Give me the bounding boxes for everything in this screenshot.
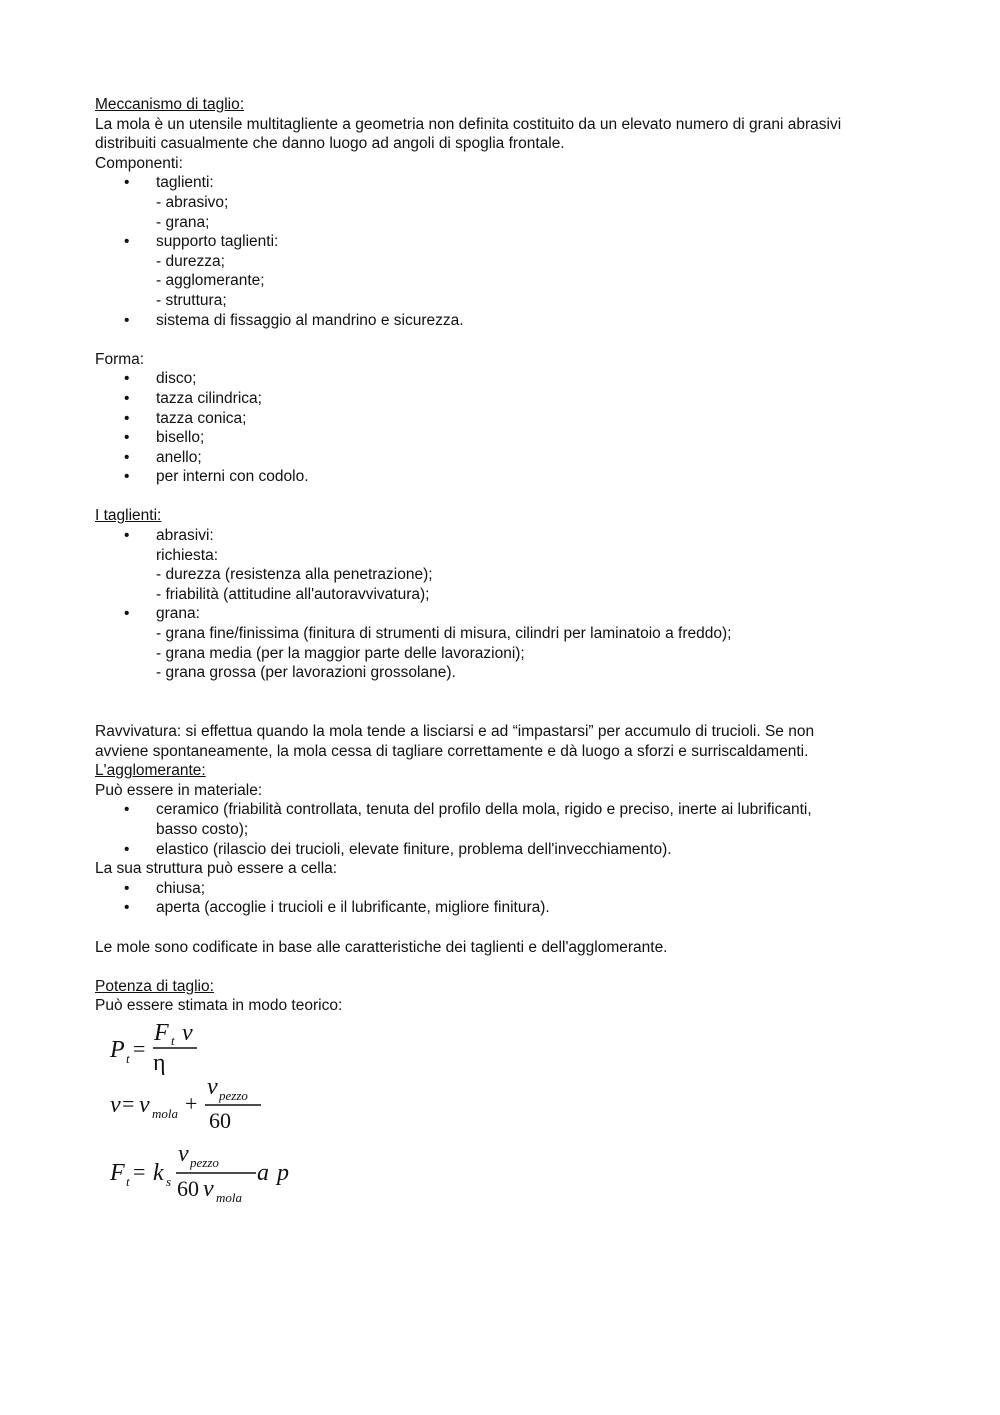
math-symbol: P [110, 1036, 125, 1063]
bullet-glyph: • [124, 899, 130, 917]
bullet-glyph: • [124, 840, 130, 858]
paragraph-line: distribuiti casualmente che danno luogo ad angoli di spoglia frontale. [95, 135, 565, 153]
list-item: • abrasivi: [124, 527, 214, 545]
paragraph-line: La mola è un utensile multitagliente a geometria non definita costituito da un elevato numero di grani abrasivi [95, 115, 842, 133]
math-symbol: p [277, 1159, 289, 1186]
math-subscript: t [171, 1032, 175, 1048]
math-subscript: mola [216, 1189, 242, 1205]
math-symbol: F [154, 1019, 169, 1046]
label-forma: Forma: [95, 350, 145, 368]
spacer [95, 702, 925, 722]
list-item: • sistema di fissaggio al mandrino e sicurezza. [124, 311, 464, 329]
math-symbol: v [182, 1019, 193, 1046]
list-item: • elastico (rilascio dei trucioli, elevate finiture, problema dell'invecchiamento). [124, 840, 672, 858]
bullet-glyph: • [124, 233, 130, 251]
math-operator: = [133, 1158, 146, 1184]
list-item: • tazza cilindrica; [124, 389, 262, 407]
bullet-glyph: • [124, 370, 130, 388]
sub-item: richiesta: [156, 546, 219, 564]
sub-item: - grana; [156, 213, 210, 231]
math-symbol: k [153, 1159, 164, 1186]
formula-block [95, 1018, 925, 1218]
formula-force [109, 1141, 289, 1205]
sub-item: - durezza (resistenza alla penetrazione); [156, 566, 433, 584]
bullet-glyph: • [124, 409, 130, 427]
heading-potenza: Potenza di taglio: [95, 977, 214, 995]
math-subscript: s [166, 1173, 172, 1189]
math-subscript: pezzo [219, 1087, 248, 1103]
math-symbol: v [110, 1091, 121, 1118]
math-subscript: pezzo [190, 1154, 219, 1170]
math-subscript: t [126, 1050, 130, 1066]
math-symbol: a [257, 1159, 269, 1186]
list-item: • ceramico (friabilità controllata, tenuta del profilo della mola, rigido e preciso, inerte ai lubrificanti, [124, 801, 812, 819]
sub-item: - grana grossa (per lavorazioni grossolane). [156, 664, 456, 682]
list-item: • anello; [124, 448, 202, 466]
math-operator: + [185, 1090, 198, 1116]
formula-speed [110, 1074, 261, 1133]
bullet-glyph: • [124, 605, 130, 623]
paragraph-line: La sua struttura può essere a cella: [95, 860, 338, 878]
math-symbol: η [153, 1049, 166, 1076]
bullet-glyph: • [124, 389, 130, 407]
bullet-glyph: • [124, 879, 130, 897]
list-item: • per interni con codolo. [124, 468, 309, 486]
math-subscript: mola [152, 1105, 178, 1121]
paragraph-line: Le mole sono codificate in base alle caratteristiche dei taglienti e dell'agglomerante. [95, 938, 668, 956]
sub-item: basso costo); [156, 820, 249, 838]
bullet-glyph: • [124, 801, 130, 819]
list-item: • supporto taglienti: [124, 233, 279, 251]
spacer [95, 487, 925, 507]
math-symbol: v [178, 1140, 189, 1167]
bullet-glyph: • [124, 311, 130, 329]
spacer [95, 683, 925, 703]
math-symbol: v [203, 1175, 214, 1202]
formulas-svg [105, 1018, 325, 1218]
math-operator: = [122, 1090, 135, 1116]
spacer [95, 918, 925, 938]
list-item: • disco; [124, 370, 197, 388]
heading-meccanismo: Meccanismo di taglio: [95, 96, 245, 113]
sub-item: - grana media (per la maggior parte delle lavorazioni); [156, 644, 525, 662]
sub-item: - agglomerante; [156, 272, 265, 290]
math-symbol: v [207, 1073, 218, 1100]
bullet-glyph: • [124, 468, 130, 486]
paragraph-line: Ravvivatura: si effettua quando la mola tende a lisciarsi e ad “impastarsi” per accumulo di trucioli. Se non [95, 723, 815, 740]
list-item: • bisello; [124, 429, 205, 447]
paragraph-line: avviene spontaneamente, la mola cessa di tagliare correttamente e dà luogo a sforzi e surriscaldamenti. [95, 742, 809, 760]
heading-agglomerante: L'agglomerante: [95, 762, 206, 780]
document-page [95, 95, 925, 1218]
math-operator: = [133, 1035, 146, 1061]
list-item: • grana: [124, 605, 200, 623]
math-symbol: F [110, 1159, 125, 1186]
math-symbol: v [139, 1091, 150, 1118]
bullet-glyph: • [124, 527, 130, 545]
math-number: 60 [177, 1175, 199, 1201]
sub-item: - abrasivo; [156, 193, 229, 211]
bullet-glyph: • [124, 174, 130, 192]
bullet-glyph: • [124, 429, 130, 447]
paragraph-line: Può essere stimata in modo teorico: [95, 997, 343, 1015]
bullet-glyph: • [124, 448, 130, 466]
sub-item: - friabilità (attitudine all'autoravvivatura); [156, 585, 430, 603]
list-item: • tazza conica; [124, 409, 247, 427]
list-item: • taglienti: [124, 174, 214, 192]
sub-item: - grana fine/finissima (finitura di strumenti di misura, cilindri per laminatoio a freddo); [156, 625, 732, 643]
heading-taglienti: I taglienti: [95, 507, 162, 525]
label-componenti: Componenti: [95, 154, 183, 172]
list-item: • aperta (accoglie i trucioli e il lubrificante, migliore finitura). [124, 899, 550, 917]
math-number: 60 [209, 1107, 231, 1133]
sub-item: - struttura; [156, 291, 227, 309]
spacer [95, 957, 925, 977]
formula-power [109, 1020, 197, 1076]
spacer [95, 330, 925, 350]
math-subscript: t [126, 1173, 130, 1189]
list-item: • chiusa; [124, 879, 206, 897]
sub-item: - durezza; [156, 252, 225, 270]
paragraph-line: Può essere in materiale: [95, 781, 263, 799]
